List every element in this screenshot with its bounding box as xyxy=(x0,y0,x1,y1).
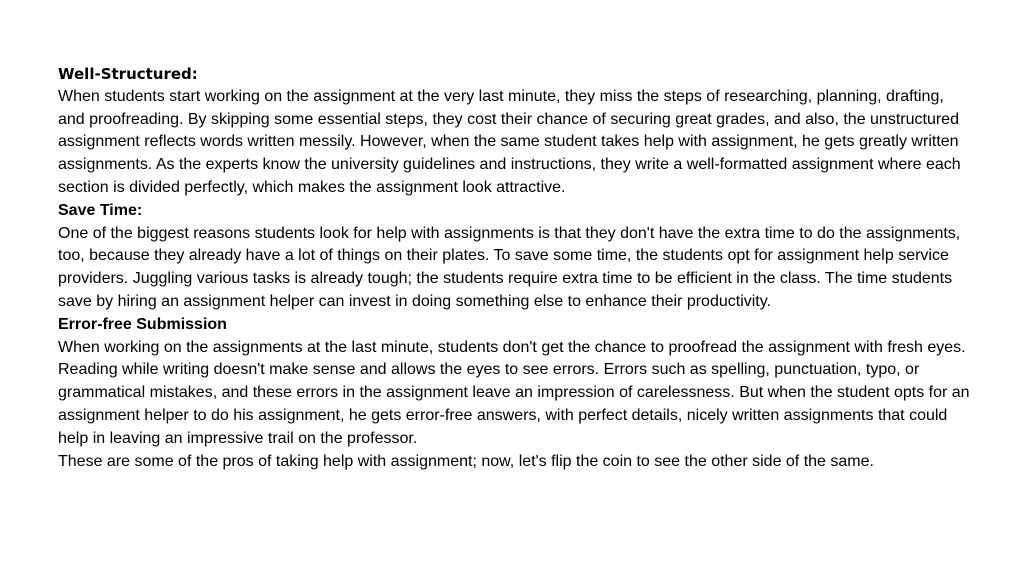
section-body-save-time: One of the biggest reasons students look for help with assignments is that they don't have the extra time to do the assignments, too, because they already have a lot of things on their plates. To save some time, the students opt for assignment help service providers. Juggling various tasks is already tough; the students require extra time to be efficient in the class. The time students save by hiring an assignment helper can invest in doing something else to enhance their productivity. xyxy=(58,224,961,310)
section-body-well-structured: When students start working on the assignment at the very last minute, they miss the steps of researching, planning, drafting, and proofreading. By skipping some essential steps, they cost their chance of securing great grades, and also, the unstructured assignment reflects words written messily. However, when the same student takes help with assignment, he gets greatly written assignments. As the experts know the university guidelines and instructions, they write a well-formatted assignment where each section is divided perfectly, which makes the assignment look attractive. xyxy=(58,87,961,196)
closing-paragraph: These are some of the pros of taking help with assignment; now, let's flip the coin to see the other side of the same. xyxy=(58,452,874,470)
section-body-error-free-submission: When working on the assignments at the last minute, students don't get the chance to proofread the assignment with fresh eyes. Reading while writing doesn't make sense and allows the eyes to see errors. Errors such as spelling, punctuation, typo, or grammatical mistakes, and these errors in the assignment leave an impression of carelessness. But when the student opts for an assignment helper to do his assignment, he gets error-free answers, with perfect details, nicely written assignments that could help in leaving an impressive trail on the professor. xyxy=(58,338,970,447)
section-heading-error-free-submission: Error-free Submission xyxy=(58,315,227,333)
document-body xyxy=(58,63,970,473)
section-heading-well-structured: Well-Structured: xyxy=(58,65,198,83)
section-heading-save-time: Save Time: xyxy=(58,201,143,219)
